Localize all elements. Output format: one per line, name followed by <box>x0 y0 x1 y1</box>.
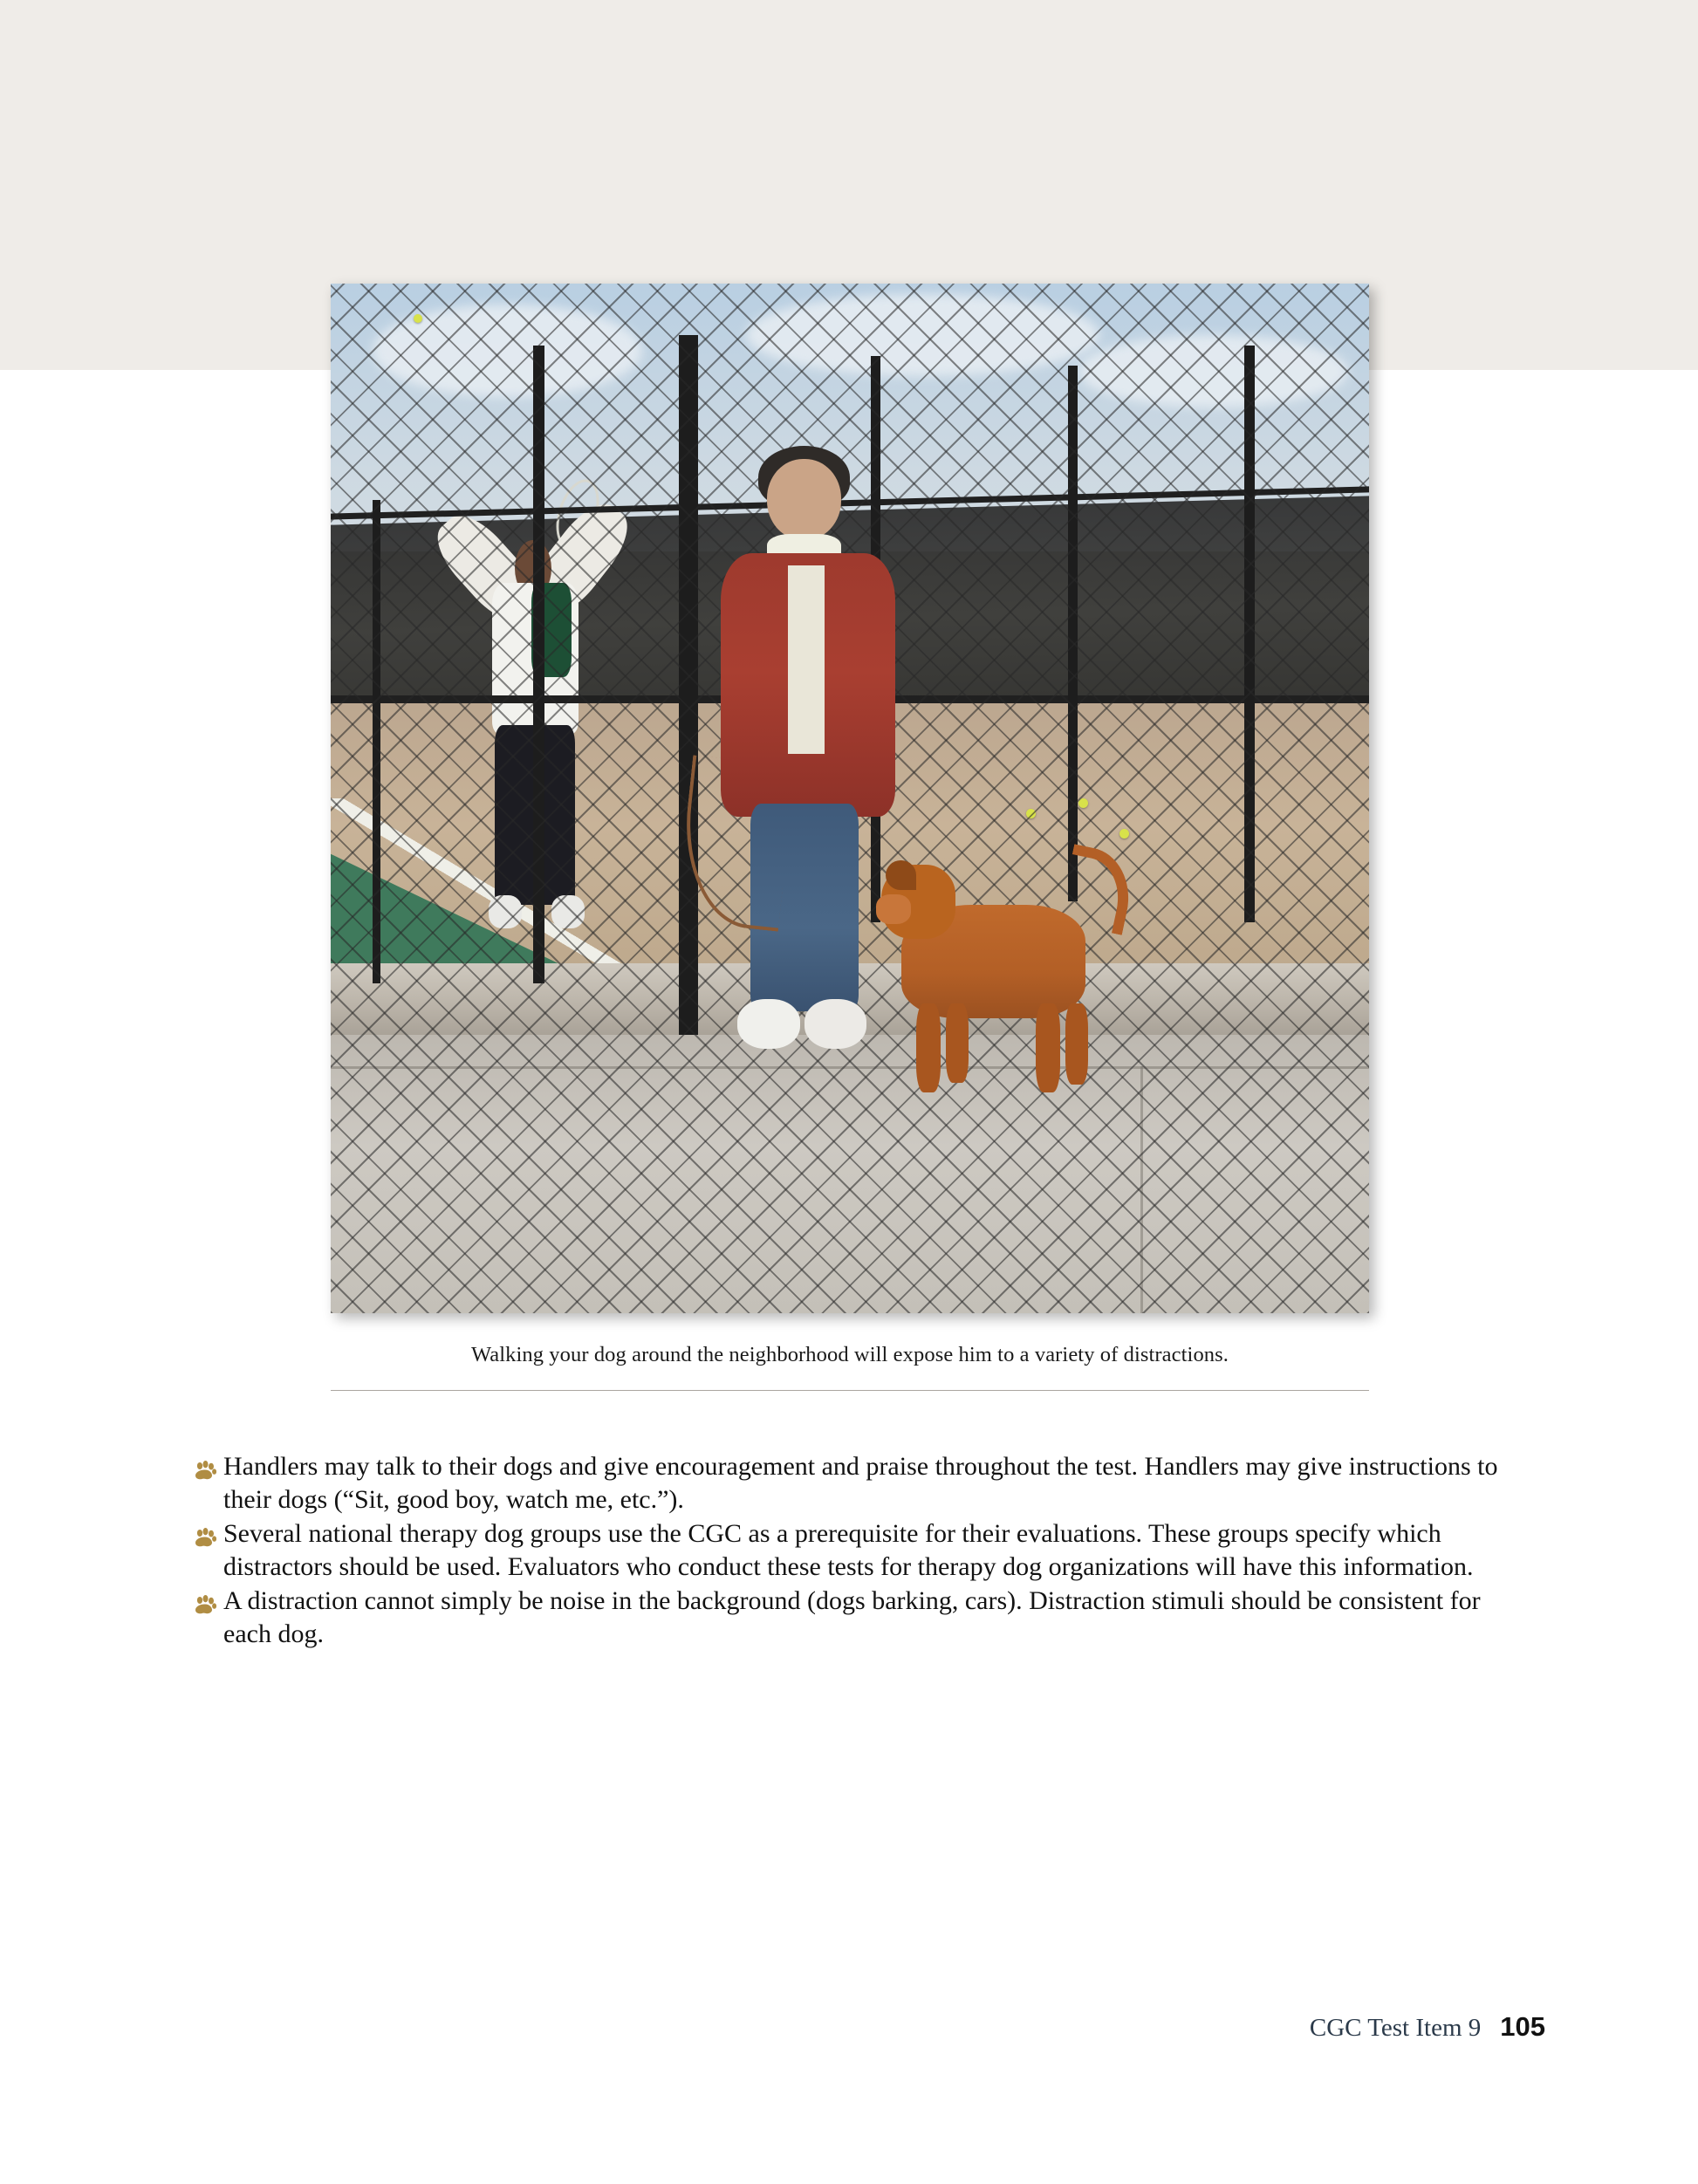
paw-icon <box>194 1461 223 1486</box>
figure-caption: Walking your dog around the neighborhood will expose him to a variety of distractions. <box>470 1343 1229 1366</box>
player-shoe <box>551 895 585 928</box>
paw-icon <box>194 1528 223 1553</box>
dog-leg <box>1065 1003 1088 1085</box>
cloud <box>746 294 1099 376</box>
fence-post <box>373 500 380 984</box>
paw-icon <box>194 1595 223 1620</box>
list-item-text: A distraction cannot simply be noise in the background (dogs barking, cars). Distraction stimuli should be consistent for each dog. <box>223 1586 1481 1648</box>
dog <box>881 860 1131 1107</box>
list-item <box>194 1517 1503 1583</box>
photo-scene <box>331 284 1369 1313</box>
list-item-text: Handlers may talk to their dogs and give encouragement and praise throughout the test. Handlers may give instructions to their dogs (“Sit, good boy, watch me, etc.”). <box>223 1452 1498 1514</box>
handler-inner-shirt <box>788 565 825 754</box>
bullet-list <box>194 1450 1503 1652</box>
handler-shoe <box>804 999 866 1050</box>
cloud <box>373 305 642 397</box>
dog-snout <box>876 894 911 924</box>
page-number: 105 <box>1500 2011 1545 2042</box>
list-item <box>194 1585 1503 1650</box>
photograph <box>331 284 1369 1313</box>
footer-section-label: CGC Test Item 9 <box>1309 2014 1482 2042</box>
player-shoe <box>489 895 522 928</box>
fence-post <box>1068 366 1078 901</box>
dog-ear <box>886 860 915 890</box>
sidewalk-seam <box>1140 1066 1143 1313</box>
list-item-text: Several national therapy dog groups use the CGC as a prerequisite for their evaluations. These groups specify which distractors should be used. Evaluators who conduct these tests for therapy dog organizations will have this information. <box>223 1519 1474 1581</box>
dog-leg <box>1036 1003 1061 1092</box>
cloud <box>1078 335 1348 407</box>
caption-divider <box>331 1390 1369 1391</box>
dog-leg <box>946 1003 969 1083</box>
handler-shoe <box>737 999 799 1050</box>
list-item <box>194 1450 1503 1516</box>
tennis-ball <box>1078 798 1088 808</box>
fence-post <box>1244 346 1255 922</box>
figure-block <box>331 284 1369 1391</box>
dog-leg <box>916 1003 941 1092</box>
page-footer <box>1310 2011 1545 2043</box>
fence-post <box>533 346 544 984</box>
fence-post <box>679 335 698 1035</box>
handler-head <box>767 459 842 541</box>
